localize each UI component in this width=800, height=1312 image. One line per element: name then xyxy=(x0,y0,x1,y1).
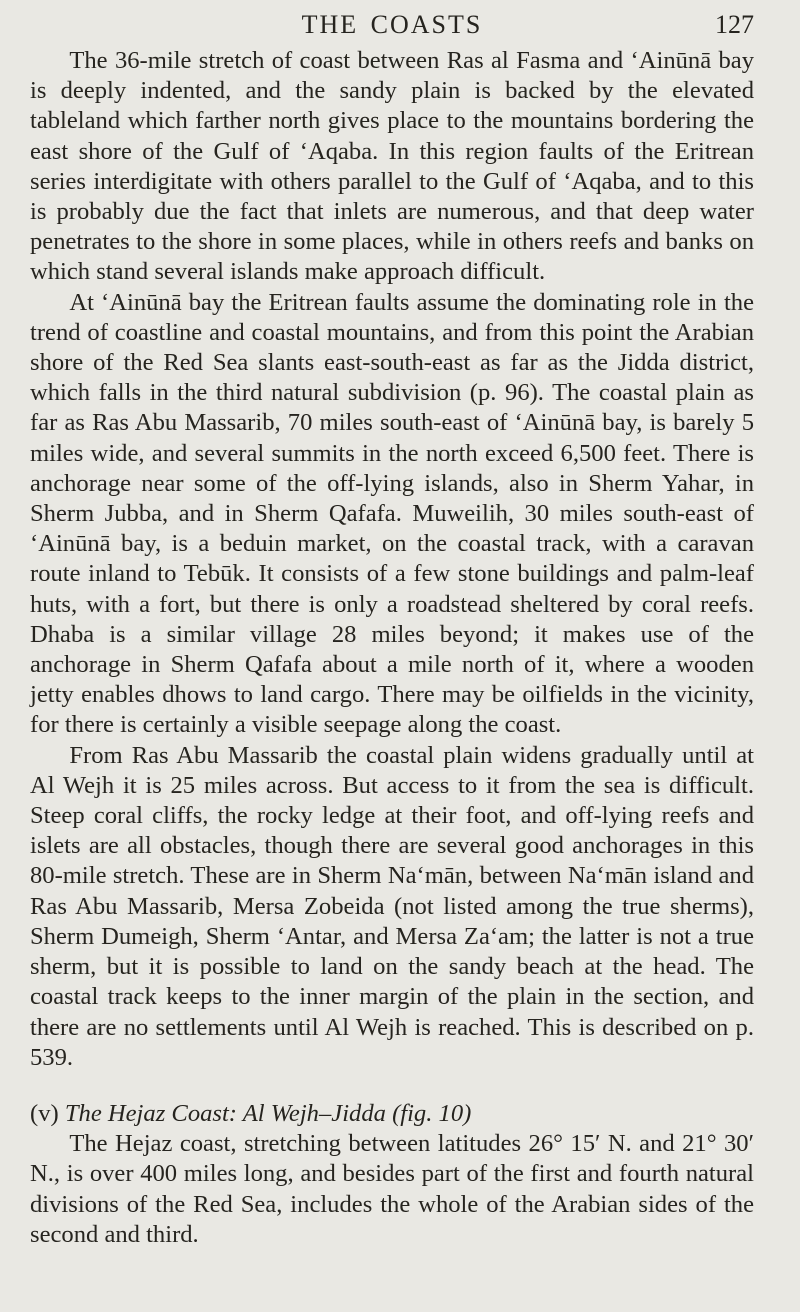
page-number: 127 xyxy=(715,10,754,39)
section-title: The Hejaz Coast: Al Wejh–Jidda (fig. 10) xyxy=(64,1099,472,1127)
paragraph: From Ras Abu Massarib the coastal plain widens gradually until at Al Wejh it is 25 miles across. But access to it from the sea is difficult. Steep coral cliffs, the rocky ledge at their foot, and off-lying reefs and islets are all obstacles, though there are several good anchorages in this 80-mile stretch. These are in Sherm Na‘mān, between Na‘mān island and Ras Abu Massarib, Mersa Zobeida (not listed among the true sherms), Sherm Dumeigh, Sherm ‘Antar, and Mersa Za‘am; the latter is not a true sherm, but it is possible to land on the sandy beach at the head. The coastal track keeps to the inner margin of the plain in the section, and there are no settlements until Al Wejh is reached. This is described on p. 539. xyxy=(30,741,754,1071)
section-heading xyxy=(30,1099,754,1129)
body-text xyxy=(30,46,754,1250)
paragraph: The Hejaz coast, stretching between latitudes 26° 15′ N. and 21° 30′ N., is over 400 miles long, and besides part of the first and fourth natural divisions of the Red Sea, includes the whole of the Arabian sides of the second and third. xyxy=(30,1130,754,1248)
running-head xyxy=(30,0,754,46)
running-title: THE COASTS xyxy=(301,10,483,39)
paragraph: At ‘Ainūnā bay the Eritrean faults assume the dominating role in the trend of coastline and coastal mountains, and from this point the Arabian shore of the Red Sea slants east-south-east as far as the Jidda district, which falls in the third natural subdivision (p. 96). The coastal plain as far as Ras Abu Massarib, 70 miles south-east of ‘Ainūnā bay, is barely 5 miles wide, and several summits in the north exceed 6,500 feet. There is anchorage near some of the off-lying islands, also in Sherm Yahar, in Sherm Jubba, and in Sherm Qafafa. Muweilih, 30 miles south-east of ‘Ainūnā bay, is a beduin market, on the coastal track, with a caravan route inland to Tebūk. It consists of a few stone buildings and palm-leaf huts, with a fort, but there is only a roadstead sheltered by coral reefs. Dhaba is a similar village 28 miles beyond; it makes use of the anchorage in Sherm Qafafa about a mile north of it, where a wooden jetty enables dhows to land cargo. There may be oilfields in the vicinity, for there is certainly a visible seepage along the coast. xyxy=(30,288,754,739)
paragraph: The 36-mile stretch of coast between Ras al Fasma and ‘Ainūnā bay is deeply indented, and the sandy plain is backed by the elevated tableland which farther north gives place to the mountains bordering the east shore of the Gulf of ‘Aqaba. In this region faults of the Eritrean series interdigitate with others parallel to the Gulf of ‘Aqaba, and to this is probably due the fact that inlets are numerous, and that deep water penetrates to the shore in some places, while in others reefs and banks on which stand several islands make approach difficult. xyxy=(30,47,754,286)
section-number: (v) xyxy=(30,1099,59,1127)
